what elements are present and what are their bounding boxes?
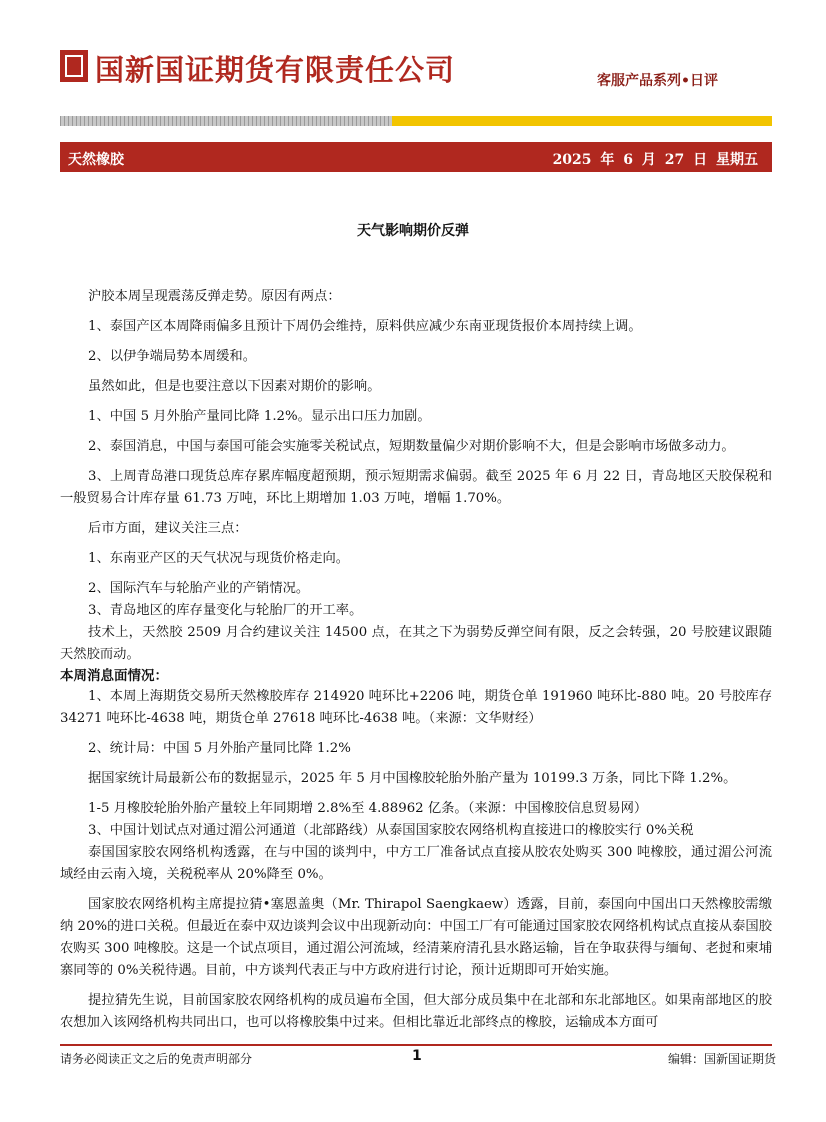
header-stripe-gold — [392, 116, 772, 126]
paragraph: 沪胶本周呈现震荡反弹走势。原因有两点： — [88, 289, 341, 304]
news-heading: 本周消息面情况： — [60, 668, 168, 684]
category-label: 天然橡胶 — [68, 152, 124, 168]
paragraph: 2、泰国消息，中国与泰国可能会实施零关税试点，短期数量偏少对期价影响不大，但是会影响市场做多动力。 — [88, 439, 735, 454]
report-date: 2025 年 6 月 27 日 星期五 — [552, 152, 758, 168]
footer-disclaimer: 请务必阅读正文之后的免责声明部分 — [60, 1052, 253, 1066]
company-logo — [60, 50, 88, 82]
paragraph: 虽然如此，但是也要注意以下因素对期价的影响。 — [88, 379, 381, 394]
paragraph: 技术上，天然胶 2509 月合约建议关注 14500 点，在其之下为弱势反弹空间有限，反之会转强，20 号胶建议跟随天然胶而动。 — [60, 625, 772, 662]
paragraph: 1、东南亚产区的天气状况与现货价格走向。 — [88, 551, 350, 566]
paragraph: 1、泰国产区本周降雨偏多且预计下周仍会维持，原料供应减少东南亚现货报价本周持续上调。 — [88, 319, 642, 334]
news-item: 提拉猜先生说，目前国家胶农网络机构的成员遍布全国，但大部分成员集中在北部和东北部地区。如果南部地区的胶农想加入该网络机构共同出口，也可以将橡胶集中过来。但相比靠近北部终点的橡胶，运输成本方面可 — [60, 993, 772, 1030]
report-title: 天气影响期价反弹 — [357, 223, 469, 239]
news-item: 据国家统计局最新公布的数据显示，2025 年 5 月中国橡胶轮胎外胎产量为 10199.3 万条，同比下降 1.2%。 — [88, 771, 737, 786]
news-item: 泰国国家胶农网络机构透露，在与中国的谈判中，中方工厂准备试点直接从胶农处购买 300 吨橡胶，通过湄公河流域经由云南入境，关税税率从 20%降至 0%。 — [60, 845, 772, 882]
news-item: 1、本周上海期货交易所天然橡胶库存 214920 吨环比+2206 吨，期货仓单 191960 吨环比-880 吨。20 号胶库存 34271 吨环比-4638 吨，期货仓单 27618 吨环比-4638 吨。（来源：文华财经） — [60, 689, 772, 726]
news-item: 国家胶农网络机构主席提拉猜•塞恩盖奥（Mr. Thirapol Saengkaew）透露，目前，泰国向中国出口天然橡胶需缴纳 20%的进口关税。但最近在泰中双边谈判会议中出现新动向：中国工厂有可能通过国家胶农网络机构试点直接从泰国胶农购买 300 吨橡胶。这是一个试点项目，通过湄公河流域，经清莱府清孔县水路运输，旨在争取获得与缅甸、老挝和柬埔寨同等的 0%关税待遇。目前，中方谈判代表正与中方政府进行讨论，预计近期即可开始实施。 — [60, 897, 772, 978]
paragraph: 1、中国 5 月外胎产量同比降 1.2%。显示出口压力加剧。 — [88, 409, 431, 424]
news-item: 3、中国计划试点对通过湄公河通道（北部路线）从泰国国家胶农网络机构直接进口的橡胶实行 0%关税 — [88, 823, 694, 838]
paragraph: 3、上周青岛港口现货总库存累库幅度超预期，预示短期需求偏弱。截至 2025 年 6 月 22 日，青岛地区天胶保税和一般贸易合计库存量 61.73 万吨，环比上期增加 1.03 万吨，增幅 1.70%。 — [60, 469, 772, 506]
company-name: 国新国证期货有限责任公司 — [95, 53, 456, 87]
paragraph: 后市方面，建议关注三点： — [88, 521, 248, 536]
footer-divider — [60, 1044, 772, 1046]
paragraph: 2、国际汽车与轮胎产业的产销情况。 — [88, 581, 310, 596]
news-item: 2、统计局：中国 5 月外胎产量同比降 1.2% — [88, 741, 351, 756]
news-item: 1-5 月橡胶轮胎外胎产量较上年同期增 2.8%至 4.88962 亿条。（来源：中国橡胶信息贸易网） — [88, 801, 648, 816]
category-band — [60, 142, 772, 172]
paragraph: 2、以伊争端局势本周缓和。 — [88, 349, 257, 364]
footer-editor: 编辑：国新国证期货 — [667, 1052, 776, 1066]
product-series: 客服产品系列•日评 — [597, 73, 718, 89]
paragraph: 3、青岛地区的库存量变化与轮胎厂的开工率。 — [88, 603, 363, 618]
report-body — [60, 286, 772, 1034]
page-number: 1 — [412, 1048, 422, 1064]
